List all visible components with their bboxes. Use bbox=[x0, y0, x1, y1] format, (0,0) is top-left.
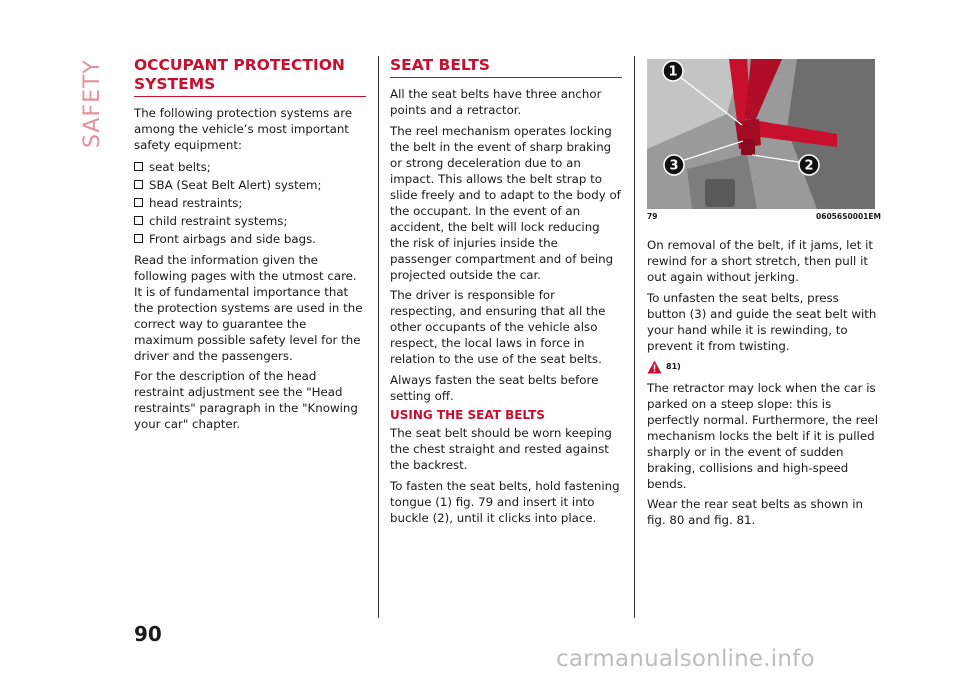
figure-number: 79 bbox=[647, 212, 658, 221]
seat-belts-heading: SEAT BELTS bbox=[390, 56, 622, 78]
callout-label: 2 bbox=[804, 158, 814, 174]
driver-responsibility-paragraph: The driver is responsible for respecting, and ensuring that all the other occupants of the vehicle also respect, the local laws in force in relation to the use of the seat belts. bbox=[390, 288, 606, 366]
column-seat-belts-continued bbox=[647, 56, 881, 533]
checkbox-bullet-icon bbox=[134, 180, 143, 189]
unfasten-paragraph: To unfasten the seat belts, press button (3) and guide the seat belt with your hand while it is rewinding, to prevent it from twisting. bbox=[647, 290, 877, 353]
checkbox-bullet-icon bbox=[134, 234, 143, 243]
watermark: carmanualsonline.info bbox=[556, 646, 815, 672]
warning-triangle-icon bbox=[647, 360, 662, 374]
column-seat-belts bbox=[390, 56, 622, 530]
column-divider bbox=[634, 56, 635, 618]
column-occupant-protection bbox=[134, 56, 366, 437]
fasten-before-paragraph: Always fasten the seat belts before setting off. bbox=[390, 372, 599, 403]
page-number: 90 bbox=[134, 622, 162, 646]
callout-label: 1 bbox=[668, 64, 678, 80]
section-tab bbox=[80, 58, 110, 148]
warning-reference bbox=[647, 360, 881, 374]
list-item: head restraints; bbox=[134, 194, 366, 212]
fasten-instructions-paragraph: To fasten the seat belts, hold fastening tongue (1) fig. 79 and insert it into buckle (2), until it clicks into place. bbox=[390, 478, 620, 525]
checkbox-bullet-icon bbox=[134, 198, 143, 207]
checkbox-bullet-icon bbox=[134, 216, 143, 225]
occupant-protection-heading: OCCUPANT PROTECTION SYSTEMS bbox=[134, 56, 366, 97]
head-restraint-paragraph: For the description of the head restraint adjustment see the "Head restraints" paragraph in the "Knowing your car" chapter. bbox=[134, 369, 358, 431]
list-item: child restraint systems; bbox=[134, 212, 366, 230]
wear-posture-paragraph: The seat belt should be worn keeping the chest straight and rested against the backrest. bbox=[390, 426, 612, 472]
callout-label: 3 bbox=[669, 158, 679, 174]
section-tab-label: SAFETY bbox=[80, 59, 105, 148]
anchor-points-paragraph: All the seat belts have three anchor points and a retractor. bbox=[390, 87, 602, 117]
list-item: Front airbags and side bags. bbox=[134, 230, 366, 248]
list-item: SBA (Seat Belt Alert) system; bbox=[134, 176, 366, 194]
belt-jams-paragraph: On removal of the belt, if it jams, let it rewind for a short stretch, then pull it out again without jerking. bbox=[647, 238, 873, 284]
seat-belt-figure bbox=[647, 59, 875, 209]
seat-belt-illustration bbox=[647, 59, 875, 209]
list-item: seat belts; bbox=[134, 158, 366, 176]
rear-belts-paragraph: Wear the rear seat belts as shown in fig. 80 and fig. 81. bbox=[647, 497, 863, 527]
checkbox-bullet-icon bbox=[134, 162, 143, 171]
safety-equipment-list bbox=[134, 158, 366, 248]
using-seat-belts-heading: USING THE SEAT BELTS bbox=[390, 408, 545, 422]
reel-mechanism-paragraph: The reel mechanism operates locking the belt in the event of sharp braking or strong deceleration due to an impact. This allows the belt strap to slide freely and to adapt to the body of the occupant. In the event of an accident, the belt will lock reducing the risk of injuries inside the passenger compartment and of being projected outside the car. bbox=[390, 123, 621, 282]
column-divider bbox=[378, 56, 379, 618]
intro-paragraph: The following protection systems are among the vehicle’s most important safety equipment: bbox=[134, 106, 353, 152]
figure-code: 06056S0001EM bbox=[816, 212, 881, 221]
figure-caption bbox=[647, 212, 881, 221]
read-carefully-paragraph: Read the information given the following pages with the utmost care. It is of fundamental importance that the protection systems are used in the correct way to guarantee the maximum possible safety level for the driver and the passengers. bbox=[134, 252, 363, 363]
retractor-lock-paragraph: The retractor may lock when the car is parked on a steep slope: this is perfectly normal. Furthermore, the reel mechanism locks the belt if it is pulled sharply or in the event of sudden braking, collisions and high-speed bends. bbox=[647, 380, 878, 491]
warning-ref-number: 81) bbox=[666, 362, 681, 371]
